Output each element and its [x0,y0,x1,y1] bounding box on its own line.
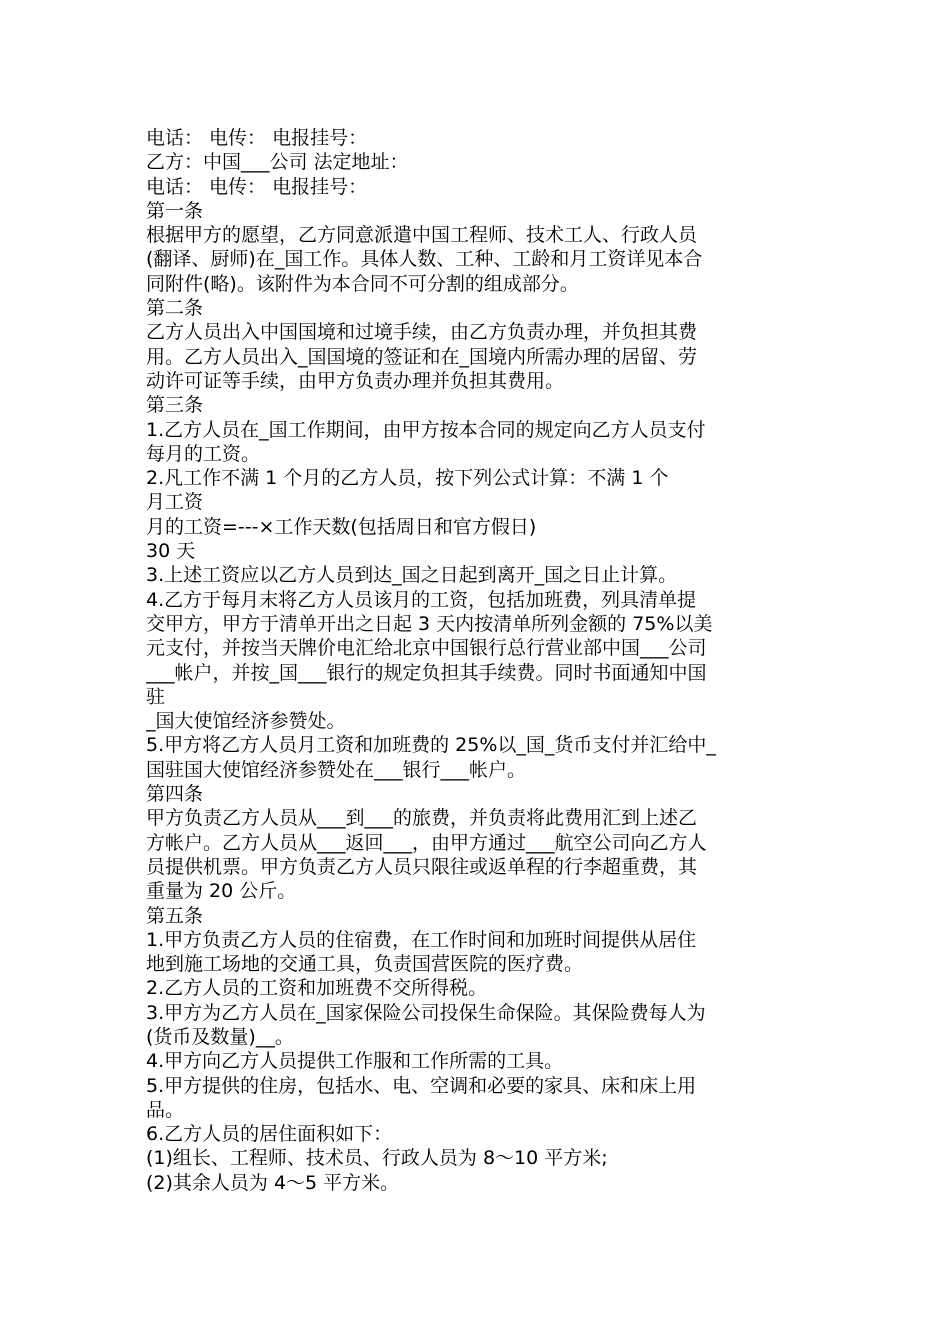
text-line: 4.甲方向乙方人员提供工作服和工作所需的工具。 [146,1050,564,1073]
text-line: 3.上述工资应以乙方人员到达_国之日起到离开_国之日止计算。 [146,564,678,587]
text-line: 甲方负责乙方人员从___到___的旅费，并负责将此费用汇到上述乙 [146,807,698,830]
text-line: 第三条 [146,394,204,417]
text-line: 元支付，并按当天牌价电汇给北京中国银行总行营业部中国___公司 [146,637,707,660]
text-line: 动许可证等手续，由甲方负责办理并负担其费用。 [146,369,565,392]
text-line: 1.甲方负责乙方人员的住宿费，在工作时间和加班时间提供从居住 [146,928,697,951]
text-line: 第四条 [146,783,204,806]
text-line: ___帐户，并按_国___银行的规定负担其手续费。同时书面通知中国 [146,661,707,684]
text-line: 2.凡工作不满 1 个月的乙方人员，按下列公式计算：不满 1 个 [146,467,669,490]
text-line: 员提供机票。甲方负责乙方人员只限往或返单程的行李超重费，其 [146,855,698,878]
text-line: 根据甲方的愿望，乙方同意派遣中国工程师、技术工人、行政人员 [146,224,698,247]
text-line: 地到施工场地的交通工具，负责国营医院的医疗费。 [146,953,584,976]
text-line: 30 天 [146,540,196,563]
text-line: 4.乙方于每月末将乙方人员该月的工资，包括加班费，列具清单提 [146,588,697,611]
text-line: (货币及数量)__。 [146,1025,294,1048]
text-line: 品。 [146,1098,185,1121]
text-line: 月的工资=---×工作天数(包括周日和官方假日) [146,515,537,538]
text-line: (2)其余人员为 4～5 平方米。 [146,1171,400,1194]
document-body [146,126,810,1195]
text-line: 3.甲方为乙方人员在_国家保险公司投保生命保险。其保险费每人为 [146,1001,706,1024]
text-line: 第二条 [146,297,204,320]
text-line: 同附件(略)。该附件为本合同不可分割的组成部分。 [146,272,579,295]
text-line: 6.乙方人员的居住面积如下： [146,1123,393,1146]
text-line: 驻 [146,685,166,708]
text-line: 电话： 电传： 电报挂号： [146,175,368,198]
text-line: 交甲方，甲方于清单开出之日起 3 天内按清单所列金额的 75%以美 [146,612,713,635]
text-line: 月工资 [146,491,204,514]
text-line: (1)组长、工程师、技术员、行政人员为 8～10 平方米; [146,1147,608,1170]
text-line: 重量为 20 公斤。 [146,880,297,903]
text-line: 方帐户。乙方人员从___返回___，由甲方通过___航空公司向乙方人 [146,831,707,854]
text-line: 每月的工资。 [146,442,261,465]
text-line: 2.乙方人员的工资和加班费不交所得税。 [146,977,488,1000]
text-line: 第五条 [146,904,204,927]
text-line: 5.甲方提供的住房，包括水、电、空调和必要的家具、床和床上用 [146,1074,697,1097]
text-line: 乙方人员出入中国国境和过境手续，由乙方负责办理，并负担其费 [146,321,698,344]
text-line: 用。乙方人员出入_国国境的签证和在_国境内所需办理的居留、劳 [146,345,698,368]
text-line: 1.乙方人员在_国工作期间，由甲方按本合同的规定向乙方人员支付 [146,418,706,441]
text-line: 5.甲方将乙方人员月工资和加班费的 25%以_国_货币支付并汇给中_ [146,734,716,757]
text-line: _国大使馆经济参赞处。 [146,710,346,733]
text-line: 乙方：中国___公司 法定地址： [146,151,409,174]
text-line: 第一条 [146,199,204,222]
text-line: 电话： 电传： 电报挂号： [146,127,368,149]
text-line: (翻译、厨师)在_国工作。具体人数、工种、工龄和月工资详见本合 [146,248,703,271]
text-line: 国驻国大使馆经济参赞处在___银行___帐户。 [146,758,527,781]
